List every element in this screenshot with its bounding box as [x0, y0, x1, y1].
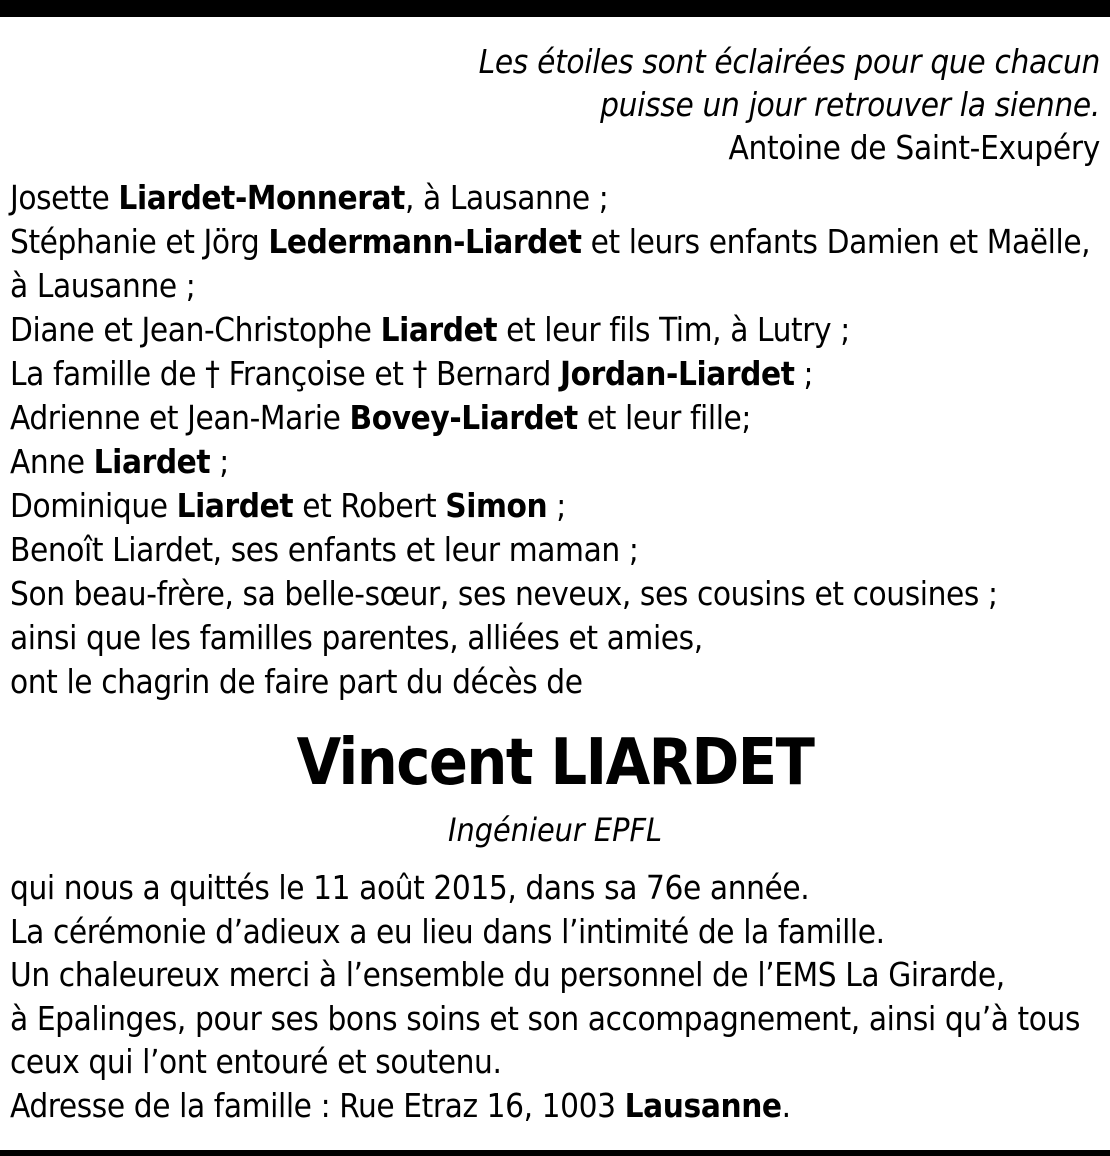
family-line: Stéphanie et Jörg Ledermann-Liardet et leurs enfants Damien et Maëlle, [10, 222, 1091, 261]
closing-line-2: La cérémonie d’adieux a eu lieu dans l’intimité de la famille. [10, 911, 885, 951]
family-line: Son beau-frère, sa belle-sœur, ses neveux, ses cousins et cousines ; [10, 574, 998, 613]
family-line: à Lausanne ; [10, 266, 196, 305]
closing-line-3: Un chaleureux merci à l’ensemble du personnel de l’EMS La Girarde, [10, 955, 1005, 994]
family-line: La famille de † Françoise et † Bernard Jordan-Liardet ; [10, 354, 814, 393]
family-line: Benoît Liardet, ses enfants et leur maman ; [10, 530, 639, 569]
family-line: ont le chagrin de faire part du décès de [10, 662, 583, 701]
closing-text [10, 866, 1105, 1127]
family-line: Diane et Jean-Christophe Liardet et leur fils Tim, à Lutry ; [10, 310, 850, 349]
epigraph [479, 40, 1100, 169]
epigraph-author: Antoine de Saint-Exupéry [728, 128, 1100, 167]
family-address: Adresse de la famille : Rue Etraz 16, 1003 Lausanne. [10, 1085, 791, 1125]
top-rule [0, 0, 1110, 17]
family-list [10, 176, 1105, 704]
epigraph-line-1: Les étoiles sont éclairées pour que chacun [478, 42, 1100, 81]
family-line: Josette Liardet-Monnerat, à Lausanne ; [10, 178, 609, 217]
closing-line-1: qui nous a quittés le 11 août 2015, dans sa 76e année. [10, 868, 810, 907]
family-line: Anne Liardet ; [10, 442, 229, 481]
family-line: Dominique Liardet et Robert Simon ; [10, 486, 566, 525]
family-line: ainsi que les familles parentes, alliées et amies, [10, 618, 703, 657]
epigraph-line-2: puisse un jour retrouver la sienne. [600, 85, 1100, 124]
bottom-rule [0, 1150, 1110, 1156]
deceased-name: Vincent LIARDET [296, 726, 814, 800]
closing-line-4: à Epalinges, pour ses bons soins et son accompagnement, ainsi qu’à tous [10, 998, 1081, 1038]
closing-line-5: ceux qui l’ont entouré et soutenu. [10, 1042, 502, 1081]
family-line: Adrienne et Jean-Marie Bovey-Liardet et leur fille; [10, 398, 752, 437]
deceased-title: Ingénieur EPFL [447, 811, 663, 849]
